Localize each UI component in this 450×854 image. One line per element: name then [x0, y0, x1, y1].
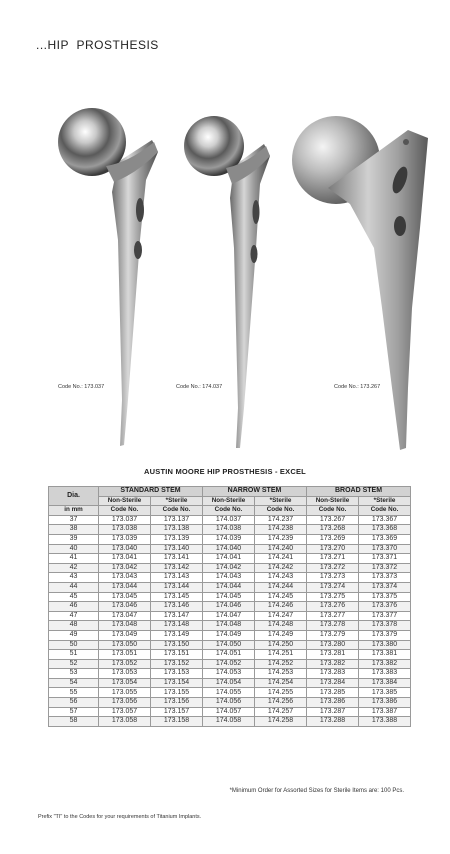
- header-sterility: Non-Sterile: [99, 496, 151, 506]
- code-cell: 173.287: [307, 707, 359, 717]
- code-cell: 174.037: [203, 515, 255, 525]
- code-cell: 173.270: [307, 544, 359, 554]
- code-cell: 173.278: [307, 621, 359, 631]
- code-cell: 173.137: [151, 515, 203, 525]
- code-cell: 174.056: [203, 698, 255, 708]
- page-title: ...HIP PROSTHESIS: [36, 38, 159, 52]
- table-row: [49, 698, 411, 708]
- table-row: [49, 650, 411, 660]
- header-row-code: [49, 506, 411, 516]
- code-cell: 173.277: [307, 611, 359, 621]
- code-cell: 173.156: [151, 698, 203, 708]
- code-cell: 174.043: [203, 573, 255, 583]
- code-cell: 173.044: [99, 582, 151, 592]
- code-cell: 174.254: [255, 678, 307, 688]
- table-row: [49, 707, 411, 717]
- dia-cell: 49: [49, 630, 99, 640]
- code-cell: 174.049: [203, 630, 255, 640]
- code-cell: 174.044: [203, 582, 255, 592]
- dia-cell: 44: [49, 582, 99, 592]
- code-cell: 174.243: [255, 573, 307, 583]
- code-cell: 173.140: [151, 544, 203, 554]
- dia-cell: 42: [49, 563, 99, 573]
- table-row: [49, 678, 411, 688]
- header-row-groups: [49, 487, 411, 497]
- code-cell: 174.248: [255, 621, 307, 631]
- dia-cell: 45: [49, 592, 99, 602]
- code-cell: 174.239: [255, 534, 307, 544]
- table-row: [49, 563, 411, 573]
- code-cell: 173.050: [99, 640, 151, 650]
- table-row: [49, 669, 411, 679]
- code-cell: 173.057: [99, 707, 151, 717]
- code-cell: 173.144: [151, 582, 203, 592]
- table-title: AUSTIN MOORE HIP PROSTHESIS - EXCEL: [144, 467, 306, 476]
- code-cell: 173.368: [359, 525, 411, 535]
- code-cell: 173.155: [151, 688, 203, 698]
- code-cell: 174.240: [255, 544, 307, 554]
- code-cell: 174.244: [255, 582, 307, 592]
- code-cell: 173.273: [307, 573, 359, 583]
- dia-cell: 39: [49, 534, 99, 544]
- spec-table: [48, 486, 411, 727]
- code-cell: 173.037: [99, 515, 151, 525]
- code-cell: 173.279: [307, 630, 359, 640]
- table-row: [49, 602, 411, 612]
- code-label-standard: Code No.: 173.037: [58, 384, 105, 390]
- code-cell: 174.047: [203, 611, 255, 621]
- code-cell: 173.051: [99, 650, 151, 660]
- code-label-narrow: Code No.: 174.037: [176, 384, 223, 390]
- code-cell: 174.053: [203, 669, 255, 679]
- code-cell: 173.157: [151, 707, 203, 717]
- code-cell: 174.247: [255, 611, 307, 621]
- code-cell: 173.275: [307, 592, 359, 602]
- code-cell: 174.050: [203, 640, 255, 650]
- code-cell: 174.252: [255, 659, 307, 669]
- code-cell: 174.250: [255, 640, 307, 650]
- code-cell: 173.146: [151, 602, 203, 612]
- code-cell: 174.241: [255, 554, 307, 564]
- table-row: [49, 592, 411, 602]
- header-row-sterility: [49, 496, 411, 506]
- dia-cell: 50: [49, 640, 99, 650]
- table-row: [49, 573, 411, 583]
- code-cell: 173.284: [307, 678, 359, 688]
- code-cell: 173.043: [99, 573, 151, 583]
- code-cell: 173.153: [151, 669, 203, 679]
- dia-cell: 41: [49, 554, 99, 564]
- code-cell: 173.372: [359, 563, 411, 573]
- code-cell: 173.054: [99, 678, 151, 688]
- titanium-prefix-note: Prefix "TI" to the Codes for your requirements of Titanium Implants.: [38, 814, 202, 820]
- code-cell: 173.142: [151, 563, 203, 573]
- code-cell: 174.039: [203, 534, 255, 544]
- table-row: [49, 544, 411, 554]
- code-cell: 173.267: [307, 515, 359, 525]
- code-cell: 174.253: [255, 669, 307, 679]
- dia-cell: 48: [49, 621, 99, 631]
- code-cell: 174.249: [255, 630, 307, 640]
- dia-cell: 54: [49, 678, 99, 688]
- code-cell: 174.054: [203, 678, 255, 688]
- dia-cell: 58: [49, 717, 99, 727]
- prosthesis-image-broad: [288, 108, 438, 453]
- header-code-no: Code No.: [99, 506, 151, 516]
- code-cell: 173.055: [99, 688, 151, 698]
- code-cell: 173.148: [151, 621, 203, 631]
- code-cell: 173.380: [359, 640, 411, 650]
- code-cell: 173.288: [307, 717, 359, 727]
- dia-cell: 46: [49, 602, 99, 612]
- header-sterility: Non-Sterile: [203, 496, 255, 506]
- code-cell: 173.367: [359, 515, 411, 525]
- code-cell: 173.281: [307, 650, 359, 660]
- code-cell: 173.276: [307, 602, 359, 612]
- code-cell: 173.269: [307, 534, 359, 544]
- header-code-no: Code No.: [307, 506, 359, 516]
- code-cell: 174.051: [203, 650, 255, 660]
- table-row: [49, 515, 411, 525]
- code-cell: 173.151: [151, 650, 203, 660]
- code-cell: 173.285: [307, 688, 359, 698]
- header-standard-stem: STANDARD STEM: [99, 487, 203, 497]
- prosthesis-image-standard: [50, 100, 170, 450]
- code-cell: 173.268: [307, 525, 359, 535]
- code-cell: 173.283: [307, 669, 359, 679]
- header-sterility: *Sterile: [359, 496, 411, 506]
- table-row: [49, 688, 411, 698]
- code-cell: 173.376: [359, 602, 411, 612]
- code-cell: 174.251: [255, 650, 307, 660]
- dia-cell: 56: [49, 698, 99, 708]
- table-row: [49, 640, 411, 650]
- header-broad-stem: BROAD STEM: [307, 487, 411, 497]
- code-cell: 173.053: [99, 669, 151, 679]
- table-row: [49, 659, 411, 669]
- header-dia: Dia.: [49, 487, 99, 506]
- code-cell: 173.040: [99, 544, 151, 554]
- code-cell: 174.256: [255, 698, 307, 708]
- code-cell: 173.147: [151, 611, 203, 621]
- prosthesis-image-narrow: [176, 108, 286, 453]
- dia-cell: 37: [49, 515, 99, 525]
- code-cell: 173.384: [359, 678, 411, 688]
- header-sterility: *Sterile: [151, 496, 203, 506]
- code-cell: 173.041: [99, 554, 151, 564]
- code-cell: 174.258: [255, 717, 307, 727]
- table-row: [49, 621, 411, 631]
- code-cell: 173.152: [151, 659, 203, 669]
- table-row: [49, 611, 411, 621]
- code-cell: 173.056: [99, 698, 151, 708]
- code-cell: 173.042: [99, 563, 151, 573]
- table-row: [49, 525, 411, 535]
- code-cell: 173.145: [151, 592, 203, 602]
- table-row: [49, 554, 411, 564]
- code-cell: 173.382: [359, 659, 411, 669]
- code-cell: 174.046: [203, 602, 255, 612]
- dia-cell: 47: [49, 611, 99, 621]
- code-cell: 173.383: [359, 669, 411, 679]
- table-row: [49, 630, 411, 640]
- code-cell: 173.379: [359, 630, 411, 640]
- dia-cell: 38: [49, 525, 99, 535]
- code-cell: 174.045: [203, 592, 255, 602]
- header-sterility: Non-Sterile: [307, 496, 359, 506]
- code-cell: 174.055: [203, 688, 255, 698]
- code-cell: 173.045: [99, 592, 151, 602]
- dia-cell: 51: [49, 650, 99, 660]
- code-cell: 173.150: [151, 640, 203, 650]
- header-narrow-stem: NARROW STEM: [203, 487, 307, 497]
- code-cell: 173.047: [99, 611, 151, 621]
- code-cell: 173.282: [307, 659, 359, 669]
- code-cell: 174.058: [203, 717, 255, 727]
- code-cell: 173.039: [99, 534, 151, 544]
- code-cell: 174.237: [255, 515, 307, 525]
- dia-cell: 43: [49, 573, 99, 583]
- code-cell: 174.238: [255, 525, 307, 535]
- code-cell: 173.046: [99, 602, 151, 612]
- code-cell: 174.246: [255, 602, 307, 612]
- header-code-no: Code No.: [255, 506, 307, 516]
- table-row: [49, 582, 411, 592]
- code-cell: 173.373: [359, 573, 411, 583]
- table-row: [49, 717, 411, 727]
- code-cell: 173.141: [151, 554, 203, 564]
- code-cell: 173.158: [151, 717, 203, 727]
- code-cell: 173.388: [359, 717, 411, 727]
- code-cell: 173.375: [359, 592, 411, 602]
- code-cell: 174.052: [203, 659, 255, 669]
- code-cell: 173.272: [307, 563, 359, 573]
- code-cell: 173.049: [99, 630, 151, 640]
- code-cell: 173.271: [307, 554, 359, 564]
- code-cell: 174.245: [255, 592, 307, 602]
- code-cell: 174.042: [203, 563, 255, 573]
- code-cell: 173.385: [359, 688, 411, 698]
- header-dia-unit: in mm: [49, 506, 99, 516]
- code-cell: 173.381: [359, 650, 411, 660]
- table-row: [49, 534, 411, 544]
- code-cell: 174.038: [203, 525, 255, 535]
- dia-cell: 40: [49, 544, 99, 554]
- code-cell: 173.370: [359, 544, 411, 554]
- code-cell: 173.058: [99, 717, 151, 727]
- code-cell: 173.374: [359, 582, 411, 592]
- code-cell: 174.255: [255, 688, 307, 698]
- code-cell: 173.386: [359, 698, 411, 708]
- dia-cell: 55: [49, 688, 99, 698]
- code-cell: 173.387: [359, 707, 411, 717]
- code-cell: 173.038: [99, 525, 151, 535]
- code-cell: 174.041: [203, 554, 255, 564]
- code-cell: 173.369: [359, 534, 411, 544]
- header-sterility: *Sterile: [255, 496, 307, 506]
- header-code-no: Code No.: [203, 506, 255, 516]
- code-cell: 173.280: [307, 640, 359, 650]
- header-code-no: Code No.: [151, 506, 203, 516]
- code-cell: 174.257: [255, 707, 307, 717]
- code-cell: 174.040: [203, 544, 255, 554]
- code-cell: 174.242: [255, 563, 307, 573]
- code-cell: 173.274: [307, 582, 359, 592]
- code-cell: 173.149: [151, 630, 203, 640]
- code-cell: 173.378: [359, 621, 411, 631]
- dia-cell: 52: [49, 659, 99, 669]
- dia-cell: 53: [49, 669, 99, 679]
- code-cell: 173.138: [151, 525, 203, 535]
- code-cell: 173.286: [307, 698, 359, 708]
- header-code-no: Code No.: [359, 506, 411, 516]
- code-cell: 174.057: [203, 707, 255, 717]
- code-cell: 173.052: [99, 659, 151, 669]
- dia-cell: 57: [49, 707, 99, 717]
- code-label-broad: Code No.: 173.267: [334, 384, 381, 390]
- code-cell: 173.371: [359, 554, 411, 564]
- code-cell: 173.154: [151, 678, 203, 688]
- code-cell: 173.377: [359, 611, 411, 621]
- code-cell: 173.048: [99, 621, 151, 631]
- code-cell: 173.143: [151, 573, 203, 583]
- sterile-order-footnote: *Minimum Order for Assorted Sizes for Sterile Items are: 100 Pcs.: [229, 788, 404, 794]
- code-cell: 173.139: [151, 534, 203, 544]
- code-cell: 174.048: [203, 621, 255, 631]
